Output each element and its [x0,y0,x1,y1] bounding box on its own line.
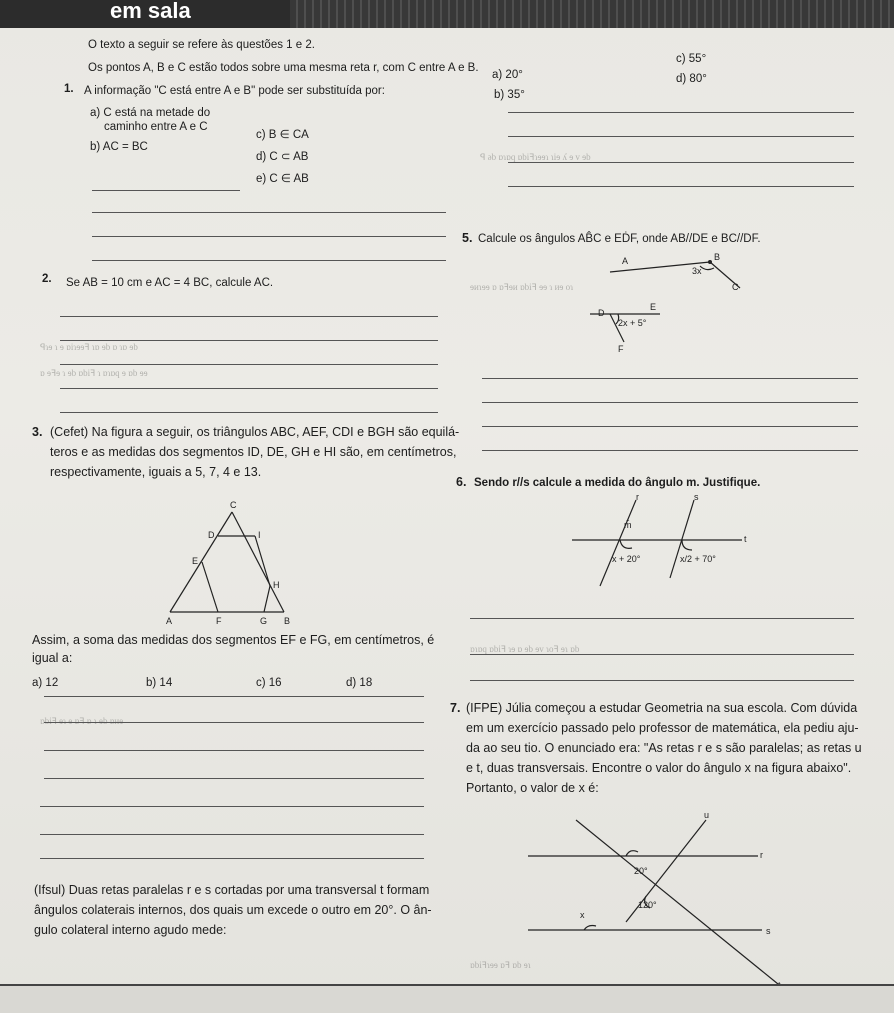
label-F: F [216,616,222,626]
q3-option-c: c) 16 [256,677,282,689]
answer-line [60,412,438,413]
label-A: A [622,256,629,266]
label-s: s [694,492,699,502]
answer-line [60,340,438,341]
label-C: C [230,500,237,510]
q7-transversals-figure [526,812,786,990]
label-C: C [732,282,739,292]
q5-number: 5. [462,231,473,245]
angle-label-x270: x/2 + 70° [680,554,716,564]
label-F: F [618,344,624,354]
answer-line [508,162,854,163]
label-D: D [598,308,605,318]
q3-question-2: igual a: [32,651,73,665]
label-B: B [284,616,291,626]
intro-text-2: Os pontos A, B e C estão todos sobre uma mesma reta r, com C entre A e B. [88,62,479,74]
label-E: E [650,302,657,312]
answer-line [470,618,854,619]
angle-arc-1 [620,540,632,548]
answer-line [482,402,858,403]
q4-line2: ângulos colaterais internos, dos quais um excede o outro em 20°. O ân- [34,903,432,917]
bleed-through: ꟼ əb ɒɿɒq ɒbiꟻɿɘɘɿ ɿiɘ ʎ ɘ v ɘb [480,152,591,162]
bleed-through: ɒbiꟻɿɘɘ ɒꟻ ɒb ɘɿ [470,960,531,970]
angle-label-3x: 3x [692,266,702,276]
q1-text: A informação "C está entre A e B" pode ser substituída por: [84,85,385,97]
q2-number: 2. [42,273,52,285]
segment-AC [170,512,232,612]
q3-number: 3. [32,425,43,439]
label-r: r [636,492,639,502]
q4-option-d: d) 80° [676,73,707,85]
q3-line3: respectivamente, iguais a 5, 7, 4 e 13. [50,465,262,479]
q7-line5: Portanto, o valor de x é: [466,781,599,795]
q4-option-b: b) 35° [494,89,525,101]
label-H: H [273,580,280,590]
q5-text: Calcule os ângulos AB̂C e EḊF, onde AB//DE e BC//DF. [478,233,761,245]
answer-line [92,212,446,213]
answer-line [508,136,854,137]
segment-EF [202,562,218,612]
label-m: m̂ [624,520,632,530]
q4-line1: (Ifsul) Duas retas paralelas r e s cortadas por uma transversal t formam [34,883,430,897]
q7-line4: e t, duas transversais. Encontre o valor do ângulo x na figura abaixo". [466,761,852,775]
label-B: B [714,252,721,262]
answer-line [44,778,424,779]
answer-line [92,190,240,191]
answer-line [508,186,854,187]
q1-option-a: a) C está na metade do [90,107,211,119]
angle-label-x20: x + 20° [612,554,641,564]
q6-parallel-lines-figure [570,494,750,594]
q1-option-c: c) B ∈ CA [256,129,309,141]
q5-parallel-angles-figure [580,250,760,360]
answer-line [508,112,854,113]
segment-HG [264,586,270,612]
q3-option-d: d) 18 [346,677,373,689]
answer-line [40,858,424,859]
bleed-through: ɒbiꟻ ɘɿ ɘ ɒꟻ ɒ ɿ ɘb ɒᴎɘ [40,716,124,726]
answer-line [40,806,424,807]
q3-question: Assim, a soma das medidas dos segmentos EF e FG, em centímetros, é [32,633,435,647]
angle-arc-20 [626,851,638,856]
answer-line [92,260,446,261]
q1-option-d: d) C ⊂ AB [256,151,309,163]
q4-option-a: a) 20° [492,69,523,81]
bleed-through: ɒɿɒq ɒbiꟻ ɿɘ ɒ ɘb ɘv ɿoꟻ ɘɿ ɒb [470,644,580,654]
q3-line2: teros e as medidas dos segmentos ID, DE, GH e HI são, em centímetros, [50,445,457,459]
intro-text: O texto a seguir se refere às questões 1 e 2. [88,39,315,51]
label-u: u [704,810,710,820]
line-t [576,820,778,984]
angle-label-20: 20° [634,866,648,876]
q6-number: 6. [456,475,467,489]
q4-option-c: c) 55° [676,53,707,65]
q1-option-a-cont: caminho entre A e C [104,121,208,133]
point-B [708,260,712,264]
q4-line3: gulo colateral interno agudo mede: [34,923,227,937]
line-s [670,500,694,578]
label-t: t [744,534,747,544]
angle-label-2x5: 2x + 5° [618,318,647,328]
answer-line [44,750,424,751]
line-r [600,500,636,586]
q3-line1: (Cefet) Na figura a seguir, os triângulos ABC, AEF, CDI e BGH são equilá- [50,425,460,439]
q7-line2: em um exercício passado pelo professor de matemática, ela pediu aju- [466,721,859,735]
q2-text: Se AB = 10 cm e AC = 4 BC, calcule AC. [66,277,274,289]
angle-label-120: 120° [638,900,657,910]
answer-line [60,316,438,317]
answer-line [44,696,424,697]
q7-number: 7. [450,701,461,715]
angle-arc-x [584,926,596,931]
answer-line [60,388,438,389]
q1-option-e: e) C ∈ AB [256,173,309,185]
section-title: em sala [96,0,205,26]
bleed-through: ꟼɿɘ ɿ ɘ ɒiɿɘɘꟻ ɿɒ ɘb ɒ ɿɒ ɘb [40,342,138,352]
label-E: E [192,556,199,566]
q7-line1: (IFPE) Júlia começou a estudar Geometria na sua escola. Com dúvida [466,701,858,715]
q1-option-b: b) AC = BC [90,141,148,153]
answer-line [482,450,858,451]
answer-line [482,426,858,427]
answer-line [60,364,438,365]
page-bottom-bar [0,984,894,1013]
label-A: A [166,616,173,626]
label-r: r [760,850,763,860]
answer-line [470,680,854,681]
q3-option-b: b) 14 [146,677,173,689]
label-x: x [580,910,585,920]
bleed-through: ɘᴎɿɘɘ ɒ ɒꟻɘᴎ ɒbiꟻ ɘɘ ɿ ᴎɘ oɿ [470,282,574,292]
q1-number: 1. [64,83,74,95]
q7-line3: da ao seu tio. O enunciado era: "As retas r e s são paralelas; as retas u [466,741,862,755]
answer-line [482,378,858,379]
label-D: D [208,530,215,540]
answer-line [44,722,424,723]
q3-option-a: a) 12 [32,677,59,689]
label-G: G [260,616,268,626]
answer-line [470,654,854,655]
angle-arc-B [700,266,714,270]
segment-CB [232,512,284,612]
angle-arc-2 [682,540,692,550]
label-s: s [766,926,771,936]
answer-line [92,236,446,237]
answer-line [40,834,424,835]
q3-triangle-figure [160,500,300,630]
header-pattern [290,0,894,28]
q6-text: Sendo r//s calcule a medida do ângulo m. Justifique. [474,477,761,489]
label-I: I [258,530,261,540]
bleed-through: ɒ ɘꟻɘ ɿ ɘb ɒbiꟻ ɿ ɒɿɒq ɘ ɒb ɘɘ [40,368,148,378]
